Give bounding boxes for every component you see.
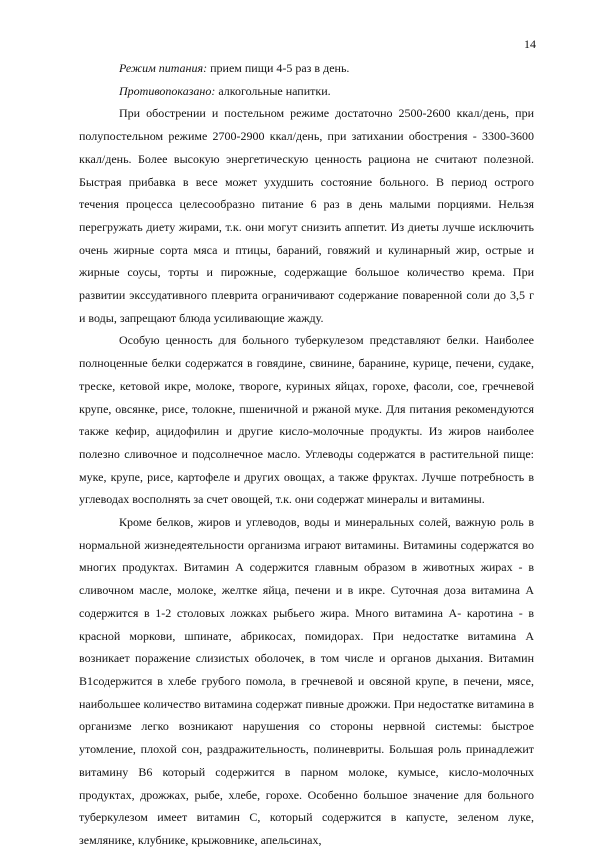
contraindication-line [79, 80, 534, 103]
paragraph-vitamins: Кроме белков, жиров и углеводов, воды и минеральных солей, важную роль в нормальной жизнедеятельности организма играют витамины. Витамины содержатся во многих продуктах. Витамин А содержится главным образом в животных жирах - в сливочном масле, молоке, желтке яйца, печени и в икре. Суточная доза витамина А содержится в 1-2 столовых ложках рыбьего жира. Много витамина А- каротина - в красной моркови, шпинате, абрикосах, помидорах. При недостатке витамина А возникает поражение слизистых оболочек, в том числе и органов дыхания. Витамин В1содержится в хлебе грубого помола, в гречневой и овсяной крупе, в печени, мясе, наибольшее количество витамина содержат пивные дрожжи. При недостатке витамина в организме легко возникают нарушения со стороны нервной системы: быстрое утомление, плохой сон, раздражительность, полиневриты. Большая роль принадлежит витамину В6 который содержится в парном молоке, кумысе, кисло-молочных продуктах, дрожжах, рыбе, хлебе, горохе. Особенно большое значение для больного туберкулезом имеет витамин С, который содержится в капусте, зеленом луке, землянике, клубнике, крыжовнике, апельсинах, [79, 515, 534, 847]
page-number: 14 [524, 37, 536, 51]
diet-regimen-label: Режим питания: [119, 61, 208, 75]
diet-regimen-text: прием пищи 4-5 раз в день. [207, 61, 350, 75]
paragraph-calories: При обострении и постельном режиме достаточно 2500-2600 ккал/день, при полупостельном режиме 2700-2900 ккал/день, при затихании обострения - 3300-3600 ккал/день. Более высокую энергетическую ценность рациона не считают полезной. Быстрая прибавка в весе может ухудшить состояние больного. В период острого течения процесса целесообразно питание 6 раз в день малыми порциями. Нельзя перегружать диету жирами, т.к. они могут снизить аппетит. Из диеты лучше исключить очень жирные сорта мяса и птицы, бараний, говяжий и кулинарный жир, острые и жирные соусы, торты и пирожные, содержащие большое количество крема. При развитии экссудативного плеврита ограничивают содержание поваренной соли до 3,5 г и воды, запрещают блюда усиливающие жажду. [79, 106, 534, 325]
paragraph-proteins: Особую ценность для больного туберкулезом представляют белки. Наиболее полноценные белки содержатся в говядине, свинине, баранине, курице, печени, судаке, треске, кетовой икре, молоке, твороге, куриных яйцах, горохе, фасоли, сое, гречневой крупе, овсянке, рисе, толокне, пшеничной и ржаной муке. Для питания рекомендуются также кефир, ацидофилин и другие кисло-молочные продукты. Из жиров наиболее полезно сливочное и подсолнечное масло. Углеводы содержатся в растительной пище: муке, крупе, рисе, картофеле и других овощах, а также фруктах. Лучше потребность в углеводах восполнять за счет овощей, т.к. они содержат минералы и витамины. [79, 333, 534, 507]
contraindication-text: алкогольные напитки. [215, 83, 331, 98]
contraindication-label: Противопоказано: [119, 83, 216, 98]
diet-regimen-line [79, 57, 534, 80]
document-body [79, 57, 534, 852]
